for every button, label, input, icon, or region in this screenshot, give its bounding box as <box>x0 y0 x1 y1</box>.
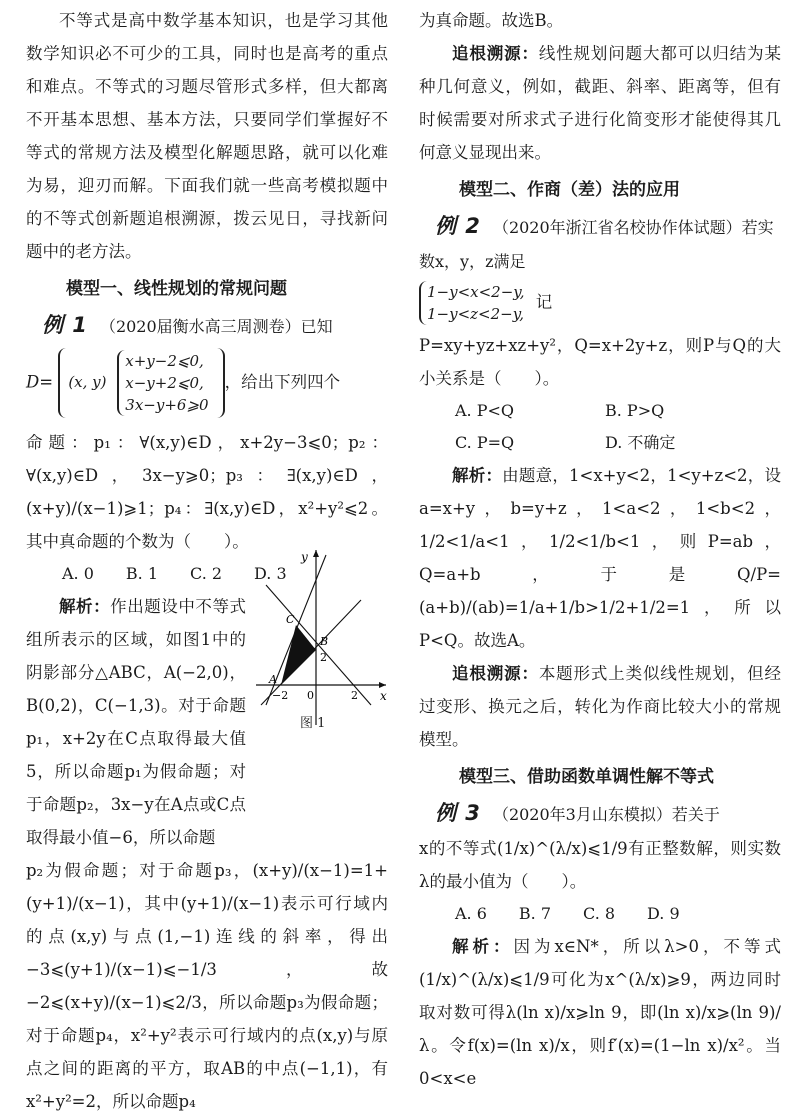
condition-2: x−y+2⩽0, <box>125 374 204 392</box>
option-c: C. 8 <box>583 904 616 923</box>
condition-1: x+y−2⩽0, <box>125 352 204 370</box>
example-1-solution-part-2: p₂为假命题；对于命题p₃，(x+y)/(x−1)=1+(y+1)/(x−1)，其中(y+1)/(x−1)表示可行域内的点(x,y)与点(1,−1)连线的斜率，得出−3⩽(y+1)/(x−1)⩽−1/3，故−2⩽(x+y)/(x−1)⩽2/3，所以命题p₃为假命题；对于命题p₄，x²+y²表示可行域内的点(x,y)与原点之间的距离的平方，取AB的中点(−1,1)，有x²+y²=2，所以命题p₄ <box>26 861 388 1111</box>
example-2-solution <box>419 459 781 657</box>
y-axis-label: y <box>301 550 308 564</box>
y-axis-arrow <box>313 550 319 557</box>
example-2-conditions <box>419 281 781 325</box>
trace-label: 追根溯源： <box>452 664 539 683</box>
trace-paragraph-1 <box>419 37 781 169</box>
example-2-solution-text: 由题意，1<x+y<2，1<y+z<2，设a=x+y，b=y+z，1<a<2，1<b<2，1/2<1/a<1，1/2<1/b<1，则P=ab，Q=a+b，于是Q/P=(a+b)/(ab)=1/a+1/b>1/2+1/2=1，所以P<Q。故选A。 <box>419 466 781 650</box>
example-1-tag: 例 1 <box>42 313 88 337</box>
example-2-condition-2: 1−y<z<2−y, <box>427 305 524 323</box>
set-after-text: ，给出下列四个 <box>224 372 341 392</box>
example-1-body: 命题：p₁：∀(x,y)∈D，x+2y−3⩽0；p₂：∀(x,y)∈D，3x−y⩾0；p₃：∃(x,y)∈D，(x+y)/(x−1)⩾1；p₄：∃(x,y)∈D，x²+y²⩽2。其中真命题的个数为（ ）。 <box>26 433 388 551</box>
solution-label: 解析： <box>59 597 111 616</box>
option-c: C. 2 <box>190 564 223 583</box>
set-brace <box>58 348 224 418</box>
option-d: D. 不确定 <box>605 433 676 452</box>
intro-paragraph: 不等式是高中数学基本知识，也是学习其他数学知识必不可少的工具，同时也是高考的重点和难点。不等式的习题尽管形式多样，但大都离不开基本思想、基本方法，只要同学们掌握好不等式的常规方法及模型化解题思路，就可以化难为易，迎刃而解。下面我们就一些高考模拟题中的不等式创新题追根溯源，拨云见日，寻找新问题中的老方法。 <box>26 11 388 261</box>
option-b: B. 7 <box>518 904 552 923</box>
example-1-set-definition <box>26 348 388 418</box>
minus-two-label: −2 <box>272 689 289 702</box>
point-c-label: C <box>286 613 295 626</box>
example-3-options <box>419 898 781 930</box>
example-2-brace <box>419 281 531 325</box>
option-d: D. 3 <box>254 564 287 583</box>
continuation-text: 为真命题。故选B。 <box>419 11 564 30</box>
trace-label: 追根溯源： <box>452 44 539 63</box>
line-x+y-2 <box>266 585 371 705</box>
example-3-tag: 例 3 <box>435 801 481 825</box>
x-axis-arrow <box>379 682 386 688</box>
trace-paragraph-2 <box>419 657 781 756</box>
x-axis-label: x <box>380 689 387 703</box>
model-three-heading: 模型三、借助函数单调性解不等式 <box>459 767 714 787</box>
set-lhs: D= <box>26 372 54 392</box>
example-2-body: P=xy+yz+xz+y²，Q=x+2y+z，则P与Q的大小关系是（ ）。 <box>419 336 781 388</box>
example-2-header <box>419 209 781 279</box>
solution-label: 解析： <box>452 466 503 485</box>
model-two-heading: 模型二、作商（差）法的应用 <box>459 180 680 200</box>
option-a: A. 6 <box>455 904 487 923</box>
example-3-solution-text: 因为x∈N*，所以λ>0，不等式(1/x)^(λ/x)⩽1/9可化为x^(λ/x)⩾9，两边同时取对数可得λ(ln x)/x⩾ln 9，即(ln x)/x⩾(ln 9)/λ。令f(x)=(ln x)/x，则f′(x)=(1−ln x)/x²。当0<x<e <box>419 937 781 1088</box>
example-3-source: （2020年3月山东模拟）若关于 <box>492 805 720 824</box>
example-2-options <box>419 395 781 459</box>
trace-text-2: 本题形式上类似线性规划，但经过变形、换元之后，转化为作商比较大小的常规模型。 <box>419 664 782 749</box>
example-3-solution <box>419 930 781 1095</box>
x-two-label: 2 <box>351 689 358 702</box>
figure-caption: 图 1 <box>300 716 326 731</box>
condition-3: 3x−y+6⩾0 <box>125 396 209 414</box>
example-3-header <box>419 796 781 832</box>
option-b: B. P>Q <box>605 401 665 420</box>
option-a: A. 0 <box>62 564 94 583</box>
example-1-header <box>26 308 388 344</box>
example-2-tag: 例 2 <box>435 214 481 238</box>
right-column <box>419 4 781 1095</box>
point-b-label: B <box>320 635 329 648</box>
set-variable: (x, y) <box>68 373 107 391</box>
feasible-region-figure <box>246 545 396 730</box>
example-1-solution-part-1 <box>26 590 246 854</box>
option-c: C. P=Q <box>455 433 515 452</box>
example-1-source: （2020届衡水高三周测卷）已知 <box>99 317 333 336</box>
example-2-after: 记 <box>535 292 553 312</box>
option-b: B. 1 <box>125 564 159 583</box>
option-a: A. P<Q <box>455 401 515 420</box>
trace-text-1: 线性规划问题大都可以归结为某种几何意义，例如，截距、斜率、距离等，但有时候需要对所求式子进行化简变形才能使得其几何意义显现出来。 <box>419 44 782 162</box>
origin-label: 0 <box>307 689 314 702</box>
example-2-condition-1: 1−y<x<2−y, <box>427 283 525 301</box>
model-one-heading: 模型一、线性规划的常规问题 <box>66 279 287 299</box>
solution-text-1: 作出题设中不等式组所表示的区域，如图1中的阴影部分△ABC，A(−2,0)，B(0,2)，C(−1,3)。对于命题p₁，x+2y在C点取得最大值5，所以命题p₁为假命题；对于命题p₂，3x−y在A点或C点取得最小值−6，所以命题 <box>26 597 247 847</box>
option-d: D. 9 <box>647 904 680 923</box>
set-conditions <box>117 350 214 416</box>
solution-label: 解析： <box>452 937 514 956</box>
example-2-source: （2020年浙江省名校协作体试题）若实数x，y，z满足 <box>419 218 774 271</box>
point-a-label: A <box>269 673 277 686</box>
y-two-label: 2 <box>320 651 327 664</box>
example-3-body: x的不等式(1/x)^(λ/x)⩽1/9有正整数解，则实数λ的最小值为（ ）。 <box>419 839 781 891</box>
